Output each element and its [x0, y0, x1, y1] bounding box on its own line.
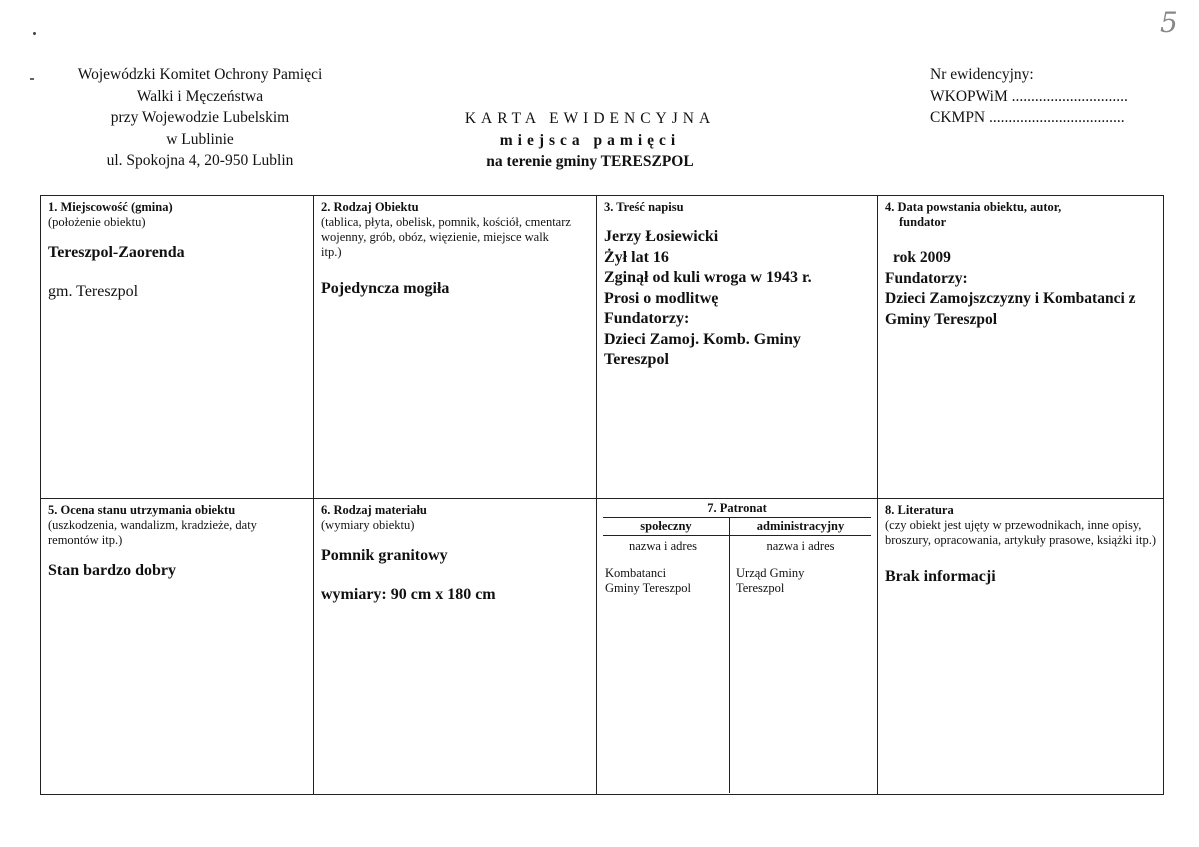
registration-wkop: WKOPWiM .............................. — [930, 87, 1128, 105]
social-value-line: Gminy Tereszpol — [605, 581, 692, 595]
cell-condition — [41, 499, 313, 795]
cell-title: 1. Miejscowość (gmina) — [48, 200, 173, 214]
cell-creation-date — [878, 196, 1164, 498]
cell-title: 2. Rodzaj Obiektu — [321, 200, 419, 214]
administrative-subheading: nazwa i adres — [766, 539, 835, 553]
cell-title: 7. Patronat — [603, 499, 871, 518]
issuer-line: przy Wojewodzie Lubelskim — [110, 109, 290, 126]
cell-title-cont: fundator — [899, 215, 947, 229]
registration-ckmpn: CKMPN ................................... — [930, 109, 1125, 126]
cell-title: 8. Literatura — [885, 503, 954, 517]
registration-block — [930, 64, 1190, 129]
inscription-line: Żył lat 16 — [604, 248, 669, 266]
record-table — [40, 195, 1164, 795]
administrative-value — [730, 566, 871, 596]
administrative-value-line: Urząd Gminy — [736, 566, 805, 580]
material-value: Pomnik granitowy — [321, 547, 448, 564]
object-type-value: Pojedyncza mogiła — [321, 280, 450, 297]
inscription-line: Tereszpol — [604, 351, 669, 368]
inscription-line: Dzieci Zamoj. Komb. Gminy — [604, 330, 801, 348]
cell-hint: (położenie obiektu) — [48, 215, 146, 229]
issuer-line: Walki i Męczeństwa — [136, 87, 264, 105]
municipality-value: gm. Tereszpol — [48, 283, 139, 300]
issuer-block — [40, 64, 360, 172]
founders-line: Dzieci Zamojszczyzny i Kombatanci z — [885, 290, 1136, 307]
creation-year: rok 2009 — [893, 249, 951, 266]
cell-title: 4. Data powstania obiektu, autor, — [885, 200, 1062, 214]
cell-title: 3. Treść napisu — [604, 200, 684, 214]
cell-location — [41, 196, 313, 498]
social-value-line: Kombatanci — [605, 566, 667, 580]
social-heading: społeczny — [603, 518, 729, 536]
inscription-line: Jerzy Łosiewicki — [604, 228, 719, 245]
issuer-line: Wojewódzki Komitet Ochrony Pamięci — [77, 66, 323, 83]
document-title-block — [440, 108, 740, 173]
location-value: Tereszpol-Zaorenda — [48, 244, 185, 261]
inscription-line: Zginął od kuli wroga w 1943 r. — [604, 269, 812, 286]
literature-value: Brak informacji — [885, 568, 996, 585]
cell-hint: (czy obiekt jest ujęty w przewodnikach, inne opisy, broszury, opracowania, artykuły prasowe, książki itp.) — [885, 518, 1156, 547]
patronage-administrative — [730, 518, 871, 596]
dimensions-value: wymiary: 90 cm x 180 cm — [321, 586, 496, 603]
scan-speck — [30, 78, 34, 80]
cell-object-type — [314, 196, 596, 498]
administrative-value-line: Tereszpol — [736, 581, 785, 595]
inscription-line: Prosi o modlitwę — [604, 289, 719, 307]
patronage-subtable — [597, 518, 877, 793]
registration-label: Nr ewidencyjny: — [930, 66, 1034, 83]
social-subheading: nazwa i adres — [628, 539, 698, 553]
cell-hint: (wymiary obiektu) — [321, 518, 415, 532]
cell-hint: (tablica, płyta, obelisk, pomnik, kościół, cmentarz wojenny, grób, obóz, więzienie, miejsce walk itp.) — [321, 215, 571, 259]
cell-patronage — [597, 499, 877, 795]
creation-details — [885, 248, 1157, 330]
scan-speck — [33, 32, 36, 35]
issuer-line: ul. Spokojna 4, 20-950 Lublin — [106, 152, 294, 169]
founders-label: Fundatorzy: — [885, 269, 968, 287]
cell-title: 5. Ocena stanu utrzymania obiektu — [48, 503, 236, 517]
social-value — [597, 566, 729, 596]
document-subtitle: miejsca pamięci — [499, 131, 681, 149]
document-title: KARTA EWIDENCYJNA — [464, 110, 716, 127]
patronage-social — [597, 518, 729, 596]
page-number-handwritten: 5 — [1160, 6, 1178, 39]
cell-material — [314, 499, 596, 795]
document-place: na terenie gminy TERESZPOL — [486, 153, 694, 170]
administrative-heading: administracyjny — [730, 518, 871, 536]
issuer-line: w Lublinie — [166, 130, 234, 148]
condition-value: Stan bardzo dobry — [48, 562, 177, 579]
founders-line: Gminy Tereszpol — [885, 310, 998, 328]
inscription-text — [604, 227, 870, 371]
cell-hint: (uszkodzenia, wandalizm, kradzieże, daty remontów itp.) — [48, 518, 257, 547]
cell-inscription — [597, 196, 877, 498]
cell-title: 6. Rodzaj materiału — [321, 503, 427, 517]
inscription-line: Fundatorzy: — [604, 310, 690, 327]
cell-literature — [878, 499, 1164, 795]
